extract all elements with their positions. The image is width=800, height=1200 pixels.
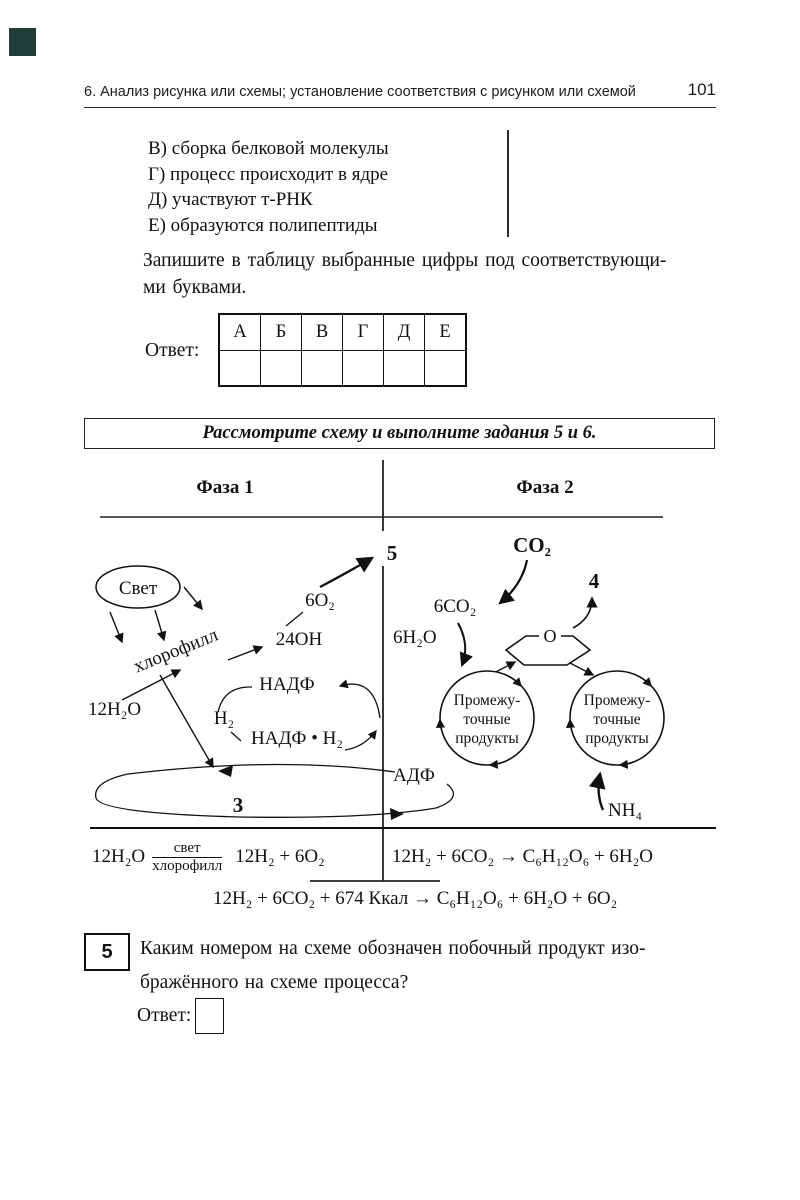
- answer-table-input-row: [219, 351, 466, 387]
- intermediate-right-line2: точные: [593, 711, 641, 728]
- co2-label: CO₂: [513, 533, 551, 557]
- page-header: [84, 80, 716, 108]
- answer-col-b: Б: [261, 314, 302, 351]
- arrow-6o2-to-5: [320, 558, 372, 587]
- co2-6-label: 6CO₂: [433, 596, 477, 617]
- oh24-label: 24ОН: [275, 629, 323, 650]
- o2-6-label: 6O₂: [305, 590, 335, 611]
- adf-label: АДФ: [393, 765, 435, 786]
- adp-cycle-arrowhead-left: [218, 765, 233, 777]
- answer-table-header-row: [219, 314, 466, 351]
- arrow-hexagon-to-4: [573, 598, 592, 628]
- intermediate-left-line1: Промежу-: [453, 692, 521, 709]
- line-24oh-6o2: [286, 612, 303, 626]
- equation-dark-phase: 12H₂ + 6CO₂ → C₆H₁₂O₆ + 6H₂O: [392, 846, 653, 867]
- adp-cycle-arrowhead-right: [390, 808, 404, 820]
- answer-col-d: Д: [384, 314, 425, 351]
- intermediate-left-line3: продукты: [455, 730, 519, 747]
- question-text: [140, 932, 725, 1000]
- instruction-line-1: Запишите в таблицу выбранные цифры под соответствующи-: [143, 250, 667, 271]
- equation-summary: 12H₂ + 6CO₂ + 674 Ккал → C₆H₁₂O₆ + 6H₂O + 6O₂: [213, 888, 618, 909]
- instruction-text: [143, 247, 723, 301]
- chlorophyll-label: хлорофилл: [130, 624, 222, 678]
- intermediate-right-line3: продукты: [585, 730, 649, 747]
- label-5: 5: [386, 541, 398, 565]
- nadf-cycle-arc-right: [340, 684, 380, 718]
- intermediate-right-line1: Промежу-: [583, 692, 651, 709]
- answer-cell: [425, 351, 467, 387]
- arrow-hexagon-rightcircle: [570, 663, 593, 675]
- label-4: 4: [588, 569, 600, 593]
- option-v: В) сборка белковой молекулы: [148, 138, 389, 159]
- answer-col-g: Г: [343, 314, 384, 351]
- answer-cell: [261, 351, 302, 387]
- options-divider-line: [507, 130, 509, 237]
- h2-nadfh2-connector: [231, 732, 241, 741]
- nh4-label: NH₄: [608, 800, 643, 821]
- hexagon-o-label: O: [543, 626, 557, 646]
- arrow-light-3: [184, 587, 202, 609]
- arrow-light-2: [155, 610, 164, 640]
- equation-light-phase: [92, 838, 325, 876]
- arrow-nh4-circle: [599, 774, 603, 810]
- eq-left-reactant: 12H₂O: [92, 846, 146, 867]
- option-d: Д) участвуют т-РНК: [148, 189, 313, 210]
- eq-left-product: 12H₂ + 6O₂: [235, 846, 325, 867]
- answer-col-a: А: [219, 314, 261, 351]
- option-e: Е) образуются полипептиды: [148, 214, 378, 236]
- intermediate-left-line2: точные: [463, 711, 511, 728]
- scan-corner-mark: [9, 28, 36, 56]
- answer-label: Ответ:: [145, 340, 200, 361]
- page-number: 101: [687, 80, 716, 99]
- arrow-6co2-circle: [458, 623, 465, 665]
- answer-col-v: В: [302, 314, 343, 351]
- nadfh2-to-divider-arrow: [345, 731, 376, 750]
- arrow-chlorophyll-cycle: [160, 675, 213, 767]
- question-line-1: Каким номером на схеме обозначен побочный продукт изо-: [140, 938, 646, 959]
- instruction-line-2: ми буквами.: [143, 277, 247, 298]
- eq-condition-bottom: хлорофилл: [152, 857, 223, 874]
- h2o12-label: 12H₂O: [88, 699, 142, 720]
- options-list: [148, 136, 389, 238]
- answer-table: [218, 313, 467, 387]
- answer-col-e: Е: [425, 314, 467, 351]
- question-line-2: бражённого на схеме процесса?: [140, 972, 409, 993]
- header-title: 6. Анализ рисунка или схемы; установление соответствия с рисунком или схемой: [84, 84, 636, 100]
- question-answer-label: Ответ:: [137, 1005, 192, 1026]
- question-number-box: 5: [84, 933, 130, 971]
- option-g: Г) процесс происходит в ядре: [148, 163, 389, 185]
- answer-cell: [384, 351, 425, 387]
- question-answer-box: [195, 998, 224, 1034]
- answer-cell: [302, 351, 343, 387]
- answer-cell: [219, 351, 261, 387]
- section-heading: Рассмотрите схему и выполните задания 5 и 6.: [84, 418, 715, 449]
- phase2-label: Фаза 2: [516, 477, 574, 498]
- arrow-co2-down: [500, 560, 527, 603]
- eq-condition-fraction: [152, 840, 222, 874]
- nadf-label: НАДФ: [259, 674, 315, 695]
- light-label: Свет: [118, 578, 158, 599]
- answer-cell: [343, 351, 384, 387]
- h2-label: Н₂: [213, 708, 235, 729]
- eq-condition-top: свет: [152, 840, 222, 858]
- nadf-h2-label: НАДФ • Н₂: [251, 728, 343, 749]
- label-3: 3: [232, 793, 244, 817]
- arrow-light-1: [110, 612, 122, 642]
- phase1-label: Фаза 1: [196, 477, 254, 498]
- h2o-6-label: 6H₂O: [393, 627, 437, 648]
- arrow-chlorophyll-24oh: [228, 647, 262, 660]
